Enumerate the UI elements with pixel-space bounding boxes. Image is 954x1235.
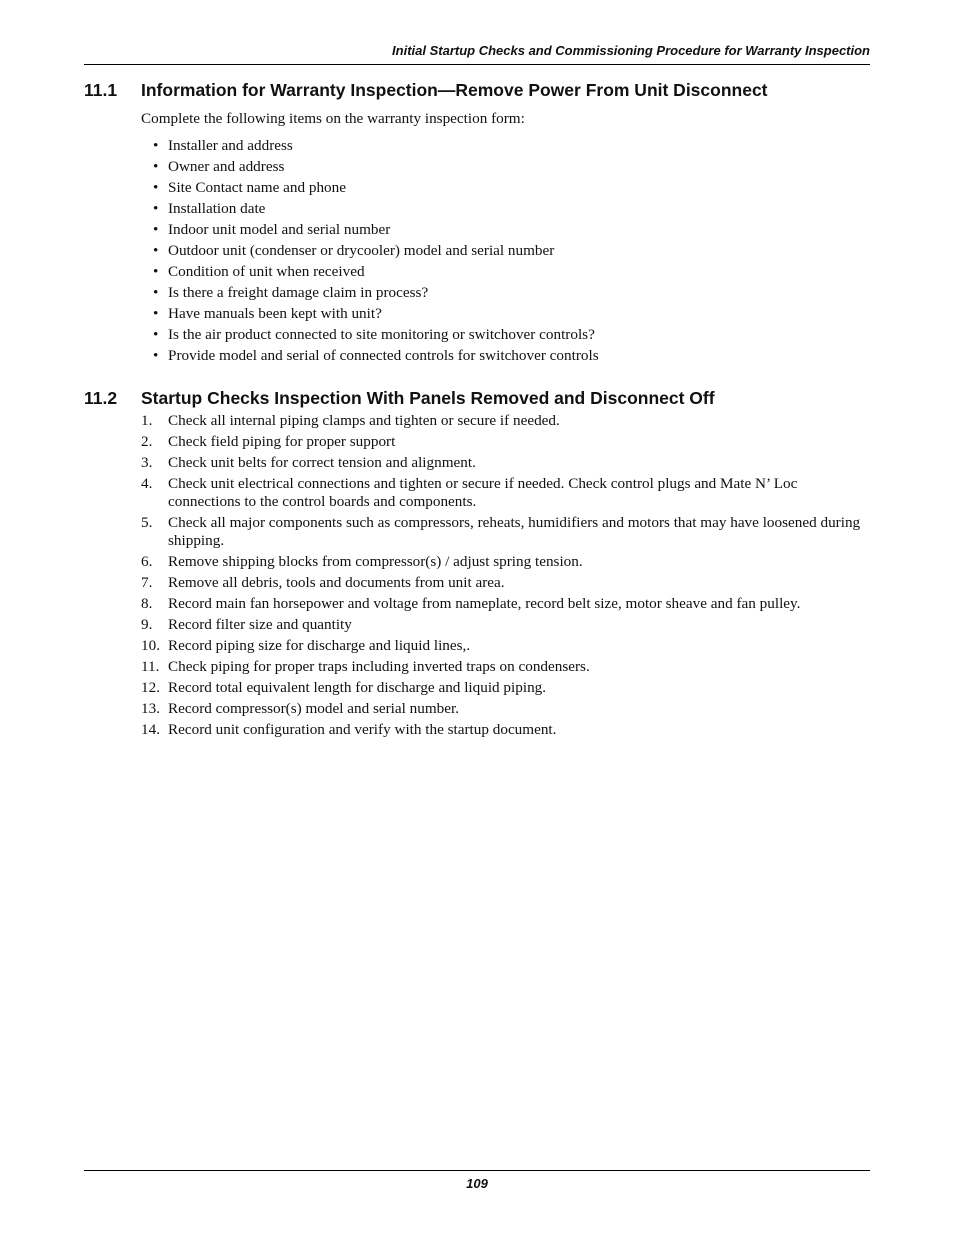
step-number: 7. xyxy=(141,574,153,591)
section-title: Startup Checks Inspection With Panels Removed and Disconnect Off xyxy=(141,388,715,408)
step-item xyxy=(141,454,870,472)
bullet-icon: • xyxy=(153,326,159,343)
section-title: Information for Warranty Inspection—Remove Power From Unit Disconnect xyxy=(141,80,768,100)
step-number: 8. xyxy=(141,595,153,612)
section-heading-11-1 xyxy=(84,79,874,101)
list-item-text: Provide model and serial of connected controls for switchover controls xyxy=(168,347,599,364)
step-text: Remove shipping blocks from compressor(s) / adjust spring tension. xyxy=(168,553,583,570)
step-item xyxy=(141,616,870,634)
startup-steps-list xyxy=(141,412,870,742)
step-text: Record unit configuration and verify with the startup document. xyxy=(168,721,557,738)
step-number: 13. xyxy=(141,700,160,717)
section-heading-11-2 xyxy=(84,387,874,409)
step-text: Record filter size and quantity xyxy=(168,616,352,633)
list-item-text: Owner and address xyxy=(168,158,285,175)
bullet-icon: • xyxy=(153,200,159,217)
list-item xyxy=(141,347,870,368)
step-text: Check field piping for proper support xyxy=(168,433,396,450)
list-item xyxy=(141,179,870,200)
list-item-text: Is the air product connected to site monitoring or switchover controls? xyxy=(168,326,595,343)
step-number: 10. xyxy=(141,637,160,654)
step-text: Remove all debris, tools and documents from unit area. xyxy=(168,574,505,591)
step-text: Record piping size for discharge and liquid lines,. xyxy=(168,637,471,654)
list-item xyxy=(141,137,870,158)
bullet-icon: • xyxy=(153,284,159,301)
step-item xyxy=(141,475,870,511)
list-item-text: Site Contact name and phone xyxy=(168,179,346,196)
step-item xyxy=(141,412,870,430)
step-text: Check piping for proper traps including inverted traps on condensers. xyxy=(168,658,590,675)
list-item-text: Installation date xyxy=(168,200,266,217)
bullet-icon: • xyxy=(153,221,159,238)
step-number: 1. xyxy=(141,412,153,429)
step-text: Check all internal piping clamps and tighten or secure if needed. xyxy=(168,412,560,429)
step-text: Record compressor(s) model and serial number. xyxy=(168,700,460,717)
step-item xyxy=(141,658,870,676)
step-number: 6. xyxy=(141,553,153,570)
step-item xyxy=(141,514,870,550)
list-item-text: Installer and address xyxy=(168,137,293,154)
list-item-text: Condition of unit when received xyxy=(168,263,365,280)
step-number: 12. xyxy=(141,679,160,696)
step-item xyxy=(141,679,870,697)
step-number: 9. xyxy=(141,616,153,633)
step-number: 3. xyxy=(141,454,153,471)
list-item-text: Indoor unit model and serial number xyxy=(168,221,391,238)
step-item xyxy=(141,595,870,613)
bullet-icon: • xyxy=(153,305,159,322)
list-item-text: Is there a freight damage claim in process? xyxy=(168,284,429,301)
bullet-icon: • xyxy=(153,179,159,196)
step-text: Check unit belts for correct tension and alignment. xyxy=(168,454,476,471)
step-item xyxy=(141,721,870,739)
step-number: 4. xyxy=(141,475,153,492)
section-number: 11.2 xyxy=(84,388,118,408)
step-item xyxy=(141,433,870,451)
bullet-icon: • xyxy=(153,158,159,175)
footer-rule xyxy=(84,1170,870,1171)
step-number: 11. xyxy=(141,658,160,675)
list-item xyxy=(141,284,870,305)
list-item-text: Have manuals been kept with unit? xyxy=(168,305,382,322)
step-item xyxy=(141,700,870,718)
bullet-icon: • xyxy=(153,242,159,259)
step-item xyxy=(141,553,870,571)
step-number: 5. xyxy=(141,514,153,531)
step-text: Check unit electrical connections and tighten or secure if needed. Check control plugs and Mate N’ Loc connections to the control boards and components. xyxy=(168,475,798,510)
page-number: 109 xyxy=(466,1176,488,1191)
step-number: 2. xyxy=(141,433,153,450)
list-item xyxy=(141,200,870,221)
header-rule xyxy=(84,64,870,65)
list-item xyxy=(141,221,870,242)
list-item xyxy=(141,242,870,263)
step-text: Record total equivalent length for discharge and liquid piping. xyxy=(168,679,547,696)
step-item xyxy=(141,574,870,592)
step-text: Check all major components such as compressors, reheats, humidifiers and motors that may have loosened during shipping. xyxy=(168,514,861,549)
step-item xyxy=(141,637,870,655)
step-number: 14. xyxy=(141,721,160,738)
list-item xyxy=(141,326,870,347)
bullet-icon: • xyxy=(153,137,159,154)
warranty-items-list xyxy=(141,137,870,368)
bullet-icon: • xyxy=(153,263,159,280)
step-text: Record main fan horsepower and voltage from nameplate, record belt size, motor sheave and fan pulley. xyxy=(168,595,801,612)
bullet-icon: • xyxy=(153,347,159,364)
section-number: 11.1 xyxy=(84,80,118,100)
list-item xyxy=(141,263,870,284)
list-item xyxy=(141,158,870,179)
list-item xyxy=(141,305,870,326)
running-header: Initial Startup Checks and Commissioning Procedure for Warranty Inspection xyxy=(392,43,870,58)
intro-paragraph: Complete the following items on the warranty inspection form: xyxy=(141,110,525,127)
list-item-text: Outdoor unit (condenser or drycooler) model and serial number xyxy=(168,242,555,259)
